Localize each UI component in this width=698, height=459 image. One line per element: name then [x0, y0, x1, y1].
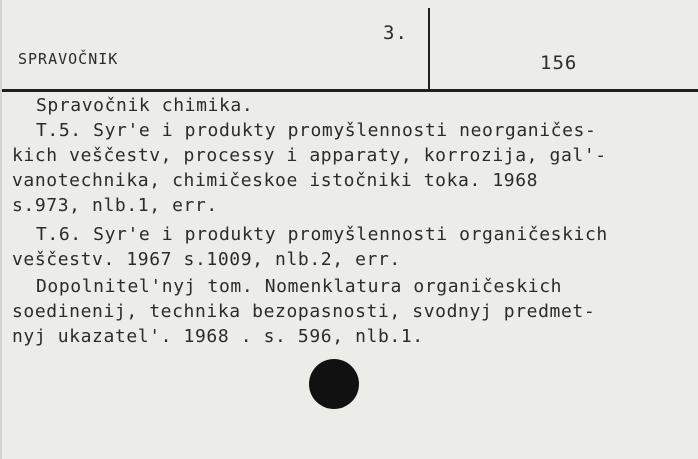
drawer-number: 3.: [383, 22, 408, 44]
body-line: nyj ukazatel'. 1968 . s. 596, nlb.1.: [12, 326, 424, 347]
body-line: T.5. Syr'e i produkty promyšlennosti neorganičes-: [36, 120, 597, 141]
header-rule: [2, 89, 698, 92]
punch-hole: [309, 359, 359, 409]
header-divider: [428, 8, 430, 90]
subject-heading: SPRAVOČNIK: [18, 50, 119, 68]
body-line: s.973, nlb.1, err.: [12, 195, 218, 216]
body-line: soedinenij, technika bezopasnosti, svodnyj predmet-: [12, 301, 596, 322]
body-line: vanotechnika, chimičeskoe istočniki toka. 1968: [12, 170, 539, 191]
body-line: veščestv. 1967 s.1009, nlb.2, err.: [12, 249, 401, 270]
body-line: T.6. Syr'e i produkty promyšlennosti organičeskich: [36, 224, 608, 245]
card-number: 156: [540, 52, 578, 74]
body-line: Spravočnik chimika.: [36, 95, 254, 116]
body-line: Dopolnitel'nyj tom. Nomenklatura organičeskich: [36, 276, 563, 297]
body-line: kich veščestv, processy i apparaty, korrozija, gal'-: [12, 145, 607, 166]
